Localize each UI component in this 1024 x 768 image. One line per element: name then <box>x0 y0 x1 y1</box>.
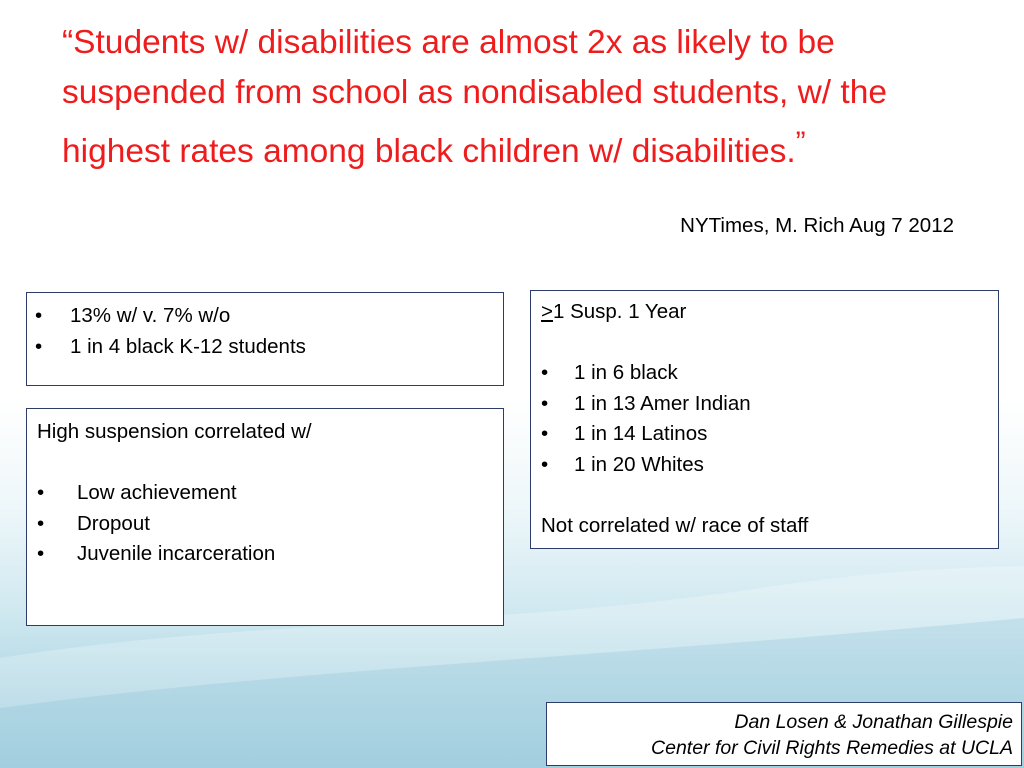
bullet: • <box>37 511 45 535</box>
list-item <box>37 509 503 540</box>
stats-box <box>26 292 504 386</box>
suspension-list <box>541 358 998 480</box>
credit-box <box>546 702 1022 766</box>
list-item <box>37 539 503 570</box>
suspension-footer: Not correlated w/ race of staff <box>541 513 809 537</box>
suspension-box <box>530 290 999 549</box>
suspension-heading <box>541 297 998 328</box>
quote-text: “Students w/ disabilities are almost 2x as likely to be suspended from school as nondisabled students, w/ the highest rates among black children w/ disabilities. <box>62 24 887 170</box>
bullet: • <box>541 361 549 384</box>
list-item-text: 1 in 14 Latinos <box>574 422 708 445</box>
suspension-heading-text: 1 Susp. 1 Year <box>552 300 687 323</box>
list-item-text: Low achievement <box>77 481 237 504</box>
list-item <box>35 332 503 363</box>
quote-closing-mark: ” <box>795 126 806 159</box>
list-item-text: 1 in 4 black K-12 students <box>70 334 306 358</box>
credit-organization: Center for Civil Rights Remedies at UCLA <box>651 737 1013 759</box>
list-item-text: 13% w/ v. 7% w/o <box>70 304 231 327</box>
bullet: • <box>37 542 45 565</box>
list-item-text: Juvenile incarceration <box>77 542 276 565</box>
correlated-list <box>37 478 503 570</box>
stats-list <box>35 301 503 362</box>
correlated-heading: High suspension correlated w/ <box>37 420 312 443</box>
list-item-text: Dropout <box>77 511 150 535</box>
correlated-box <box>26 408 504 626</box>
list-item-text: 1 in 6 black <box>574 361 678 384</box>
bullet: • <box>541 452 549 476</box>
list-item <box>541 419 998 450</box>
credit-authors: Dan Losen & Jonathan Gillespie <box>734 711 1013 733</box>
quote-heading <box>62 18 962 177</box>
bullet: • <box>37 481 45 504</box>
list-item <box>541 450 998 481</box>
bullet: • <box>35 304 43 327</box>
list-item <box>541 389 998 420</box>
bullet: • <box>35 334 43 358</box>
greater-equal-symbol: > <box>541 300 553 323</box>
bullet: • <box>541 391 549 415</box>
list-item-text: 1 in 20 Whites <box>574 452 704 476</box>
list-item <box>541 358 998 389</box>
list-item-text: 1 in 13 Amer Indian <box>574 391 751 415</box>
list-item <box>37 478 503 509</box>
list-item <box>35 301 503 332</box>
bullet: • <box>541 422 549 445</box>
citation: NYTimes, M. Rich Aug 7 2012 <box>680 214 954 237</box>
